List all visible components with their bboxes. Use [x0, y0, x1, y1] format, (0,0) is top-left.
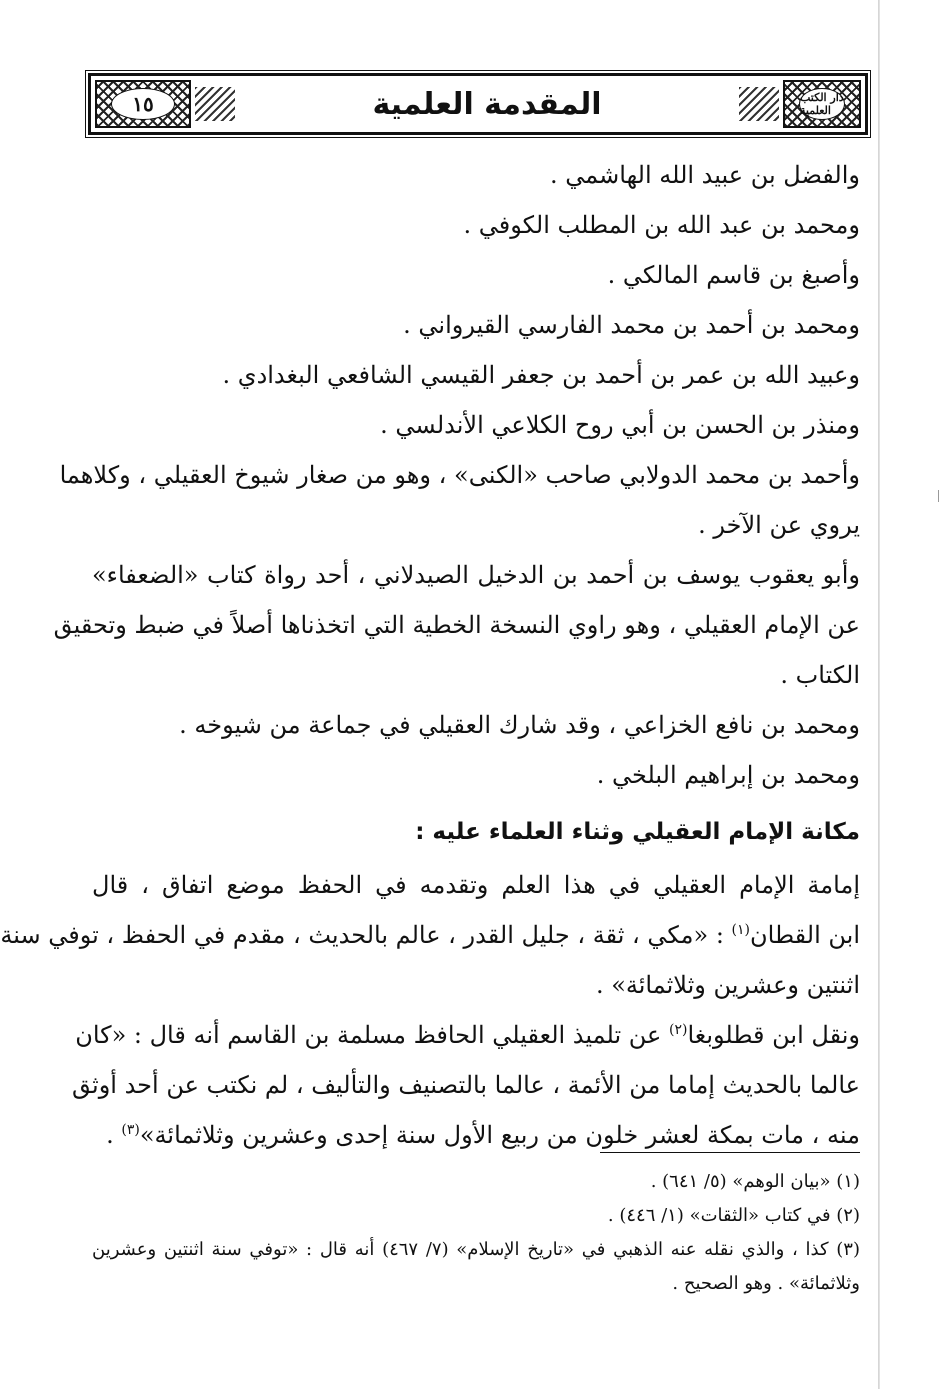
abu-yaqub-line-2: عن الإمام العقيلي ، وهو راوي النسخة الخطية التي اتخذناها أصلاً في ضبط وتحقيق — [53, 611, 860, 639]
imama-line-2-start: ابن القطان — [750, 921, 860, 949]
section-heading: مكانة الإمام العقيلي وثناء العلماء عليه : — [415, 819, 860, 845]
footnote-3-line-2: وثلاثمائة» . وهو الصحيح . — [672, 1273, 860, 1294]
footnote-ref-1: (١) — [731, 922, 750, 938]
body-line: ومحمد بن إبراهيم البلخي . — [596, 761, 860, 789]
abu-yaqub-line-1: وأبو يعقوب يوسف بن أحمد بن الدخيل الصيدلاني ، أحد رواة كتاب «الضعفاء» — [92, 561, 860, 589]
margin-mark — [938, 490, 944, 502]
dawlabi-line-1: وأحمد بن محمد الدولابي صاحب «الكنى» ، وهو من صغار شيوخ العقيلي ، وكلاهما — [59, 461, 860, 489]
header-title-band — [195, 79, 779, 129]
footnote-ref-2: (٢) — [668, 1022, 688, 1038]
dawlabi-line-2: يروي عن الآخر . — [698, 511, 860, 539]
scan-edge-shadow — [878, 0, 880, 1389]
imama-line-1: إمامة الإمام العقيلي في هذا العلم وتقدمه في الحفظ موضع اتفاق ، قال — [92, 871, 860, 899]
qutlubugha-line-2: عالما بالحديث إماما من الأئمة ، عالما بالتصنيف والتأليف ، لم نكتب عن أحد أوثق — [72, 1071, 860, 1099]
running-header — [88, 73, 868, 135]
body-line: ومنذر بن الحسن بن أبي روح الكلاعي الأندلسي . — [380, 411, 860, 439]
body-line: ومحمد بن أحمد بن محمد الفارسي القيرواني . — [403, 311, 860, 339]
publisher-emblem-icon — [783, 80, 861, 128]
page-number-cartouche — [95, 80, 191, 128]
body-line: والفضل بن عبيد الله الهاشمي . — [550, 161, 860, 189]
page-number: ١٥ — [111, 88, 175, 120]
footnote-2: (٢) في كتاب «الثقات» (١/ ٤٤٦) . — [607, 1205, 860, 1226]
body-line: وأصبغ بن قاسم المالكي . — [607, 261, 860, 289]
body-line: وعبيد الله بن عمر بن أحمد بن جعفر القيسي الشافعي البغدادي . — [222, 361, 860, 389]
abu-yaqub-line-3: الكتاب . — [780, 661, 860, 689]
body-line: ومحمد بن عبد الله بن المطلب الكوفي . — [463, 211, 860, 239]
qutlubugha-line-3-start: منه ، مات بمكة لعشر خلون من ربيع الأول سنة إحدى وعشرين وثلاثمائة» — [139, 1121, 860, 1149]
footnote-1: (١) «بيان الوهم» (٥/ ٦٤١) . — [650, 1171, 860, 1192]
imama-line-2 — [0, 910, 860, 960]
qutlubugha-line-1-rest: عن تلميذ العقيلي الحافظ مسلمة بن القاسم أنه قال : «كان — [75, 1021, 669, 1049]
footnote-3-line-1: (٣) كذا ، والذي نقله عنه الذهبي في «تاريخ الإسلام» (٧/ ٤٦٧) أنه قال : «توفي سنة اثنتين وعشرين — [92, 1239, 860, 1260]
footnote-ref-3: (٣) — [121, 1122, 140, 1138]
running-title: المقدمة العلمية — [372, 86, 602, 122]
footnote-separator — [600, 1152, 860, 1153]
publisher-emblem-text: دار الكتب العلمية — [799, 88, 845, 120]
qutlubugha-line-3-end: . — [106, 1121, 122, 1149]
qutlubugha-line-1-start: ونقل ابن قطلوبغا — [687, 1021, 860, 1049]
imama-line-2-rest: : «مكي ، ثقة ، جليل القدر ، عالم بالحديث ، مقدم في الحفظ ، توفي سنة — [0, 921, 732, 949]
imama-line-3: اثنتين وعشرين وثلاثمائة» . — [595, 971, 860, 999]
footnotes — [92, 1165, 860, 1301]
page-body — [0, 150, 860, 1160]
qutlubugha-line-1 — [75, 1010, 860, 1060]
body-line: ومحمد بن نافع الخزاعي ، وقد شارك العقيلي في جماعة من شيوخه . — [179, 711, 860, 739]
